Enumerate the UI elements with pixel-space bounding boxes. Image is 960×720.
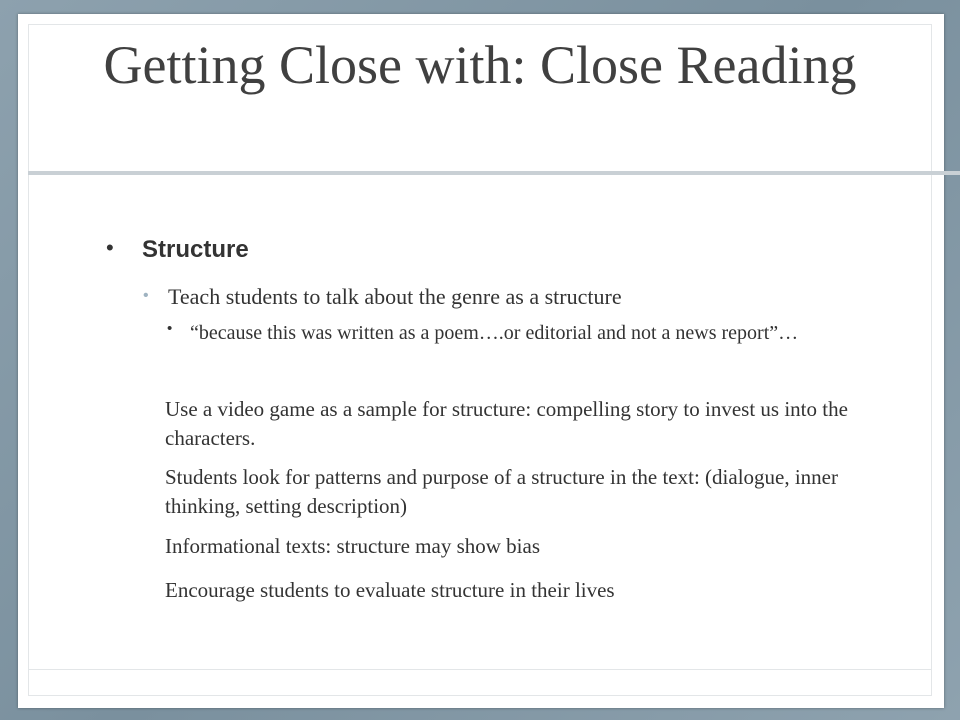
bullet-dot: • (106, 235, 114, 260)
quote-text: “because this was written as a poem….or editorial and not a news report”… (190, 322, 799, 344)
sub-point: Teach students to talk about the genre as a structure (168, 284, 622, 309)
nested-bullet-dot: • (167, 320, 173, 337)
section-heading: Structure (142, 236, 249, 263)
paragraph-patterns: Students look for patterns and purpose of a structure in the text: (dialogue, inner thinking, setting description) (165, 465, 838, 518)
slide-title: Getting Close with: Close Reading (103, 35, 857, 95)
paragraph-video-game: Use a video game as a sample for structure: compelling story to invest us into the characters. (165, 397, 848, 450)
sub-bullet-dot: • (143, 287, 149, 304)
paragraph-encourage: Encourage students to evaluate structure in their lives (165, 578, 615, 602)
paragraph-informational: Informational texts: structure may show bias (165, 534, 540, 558)
